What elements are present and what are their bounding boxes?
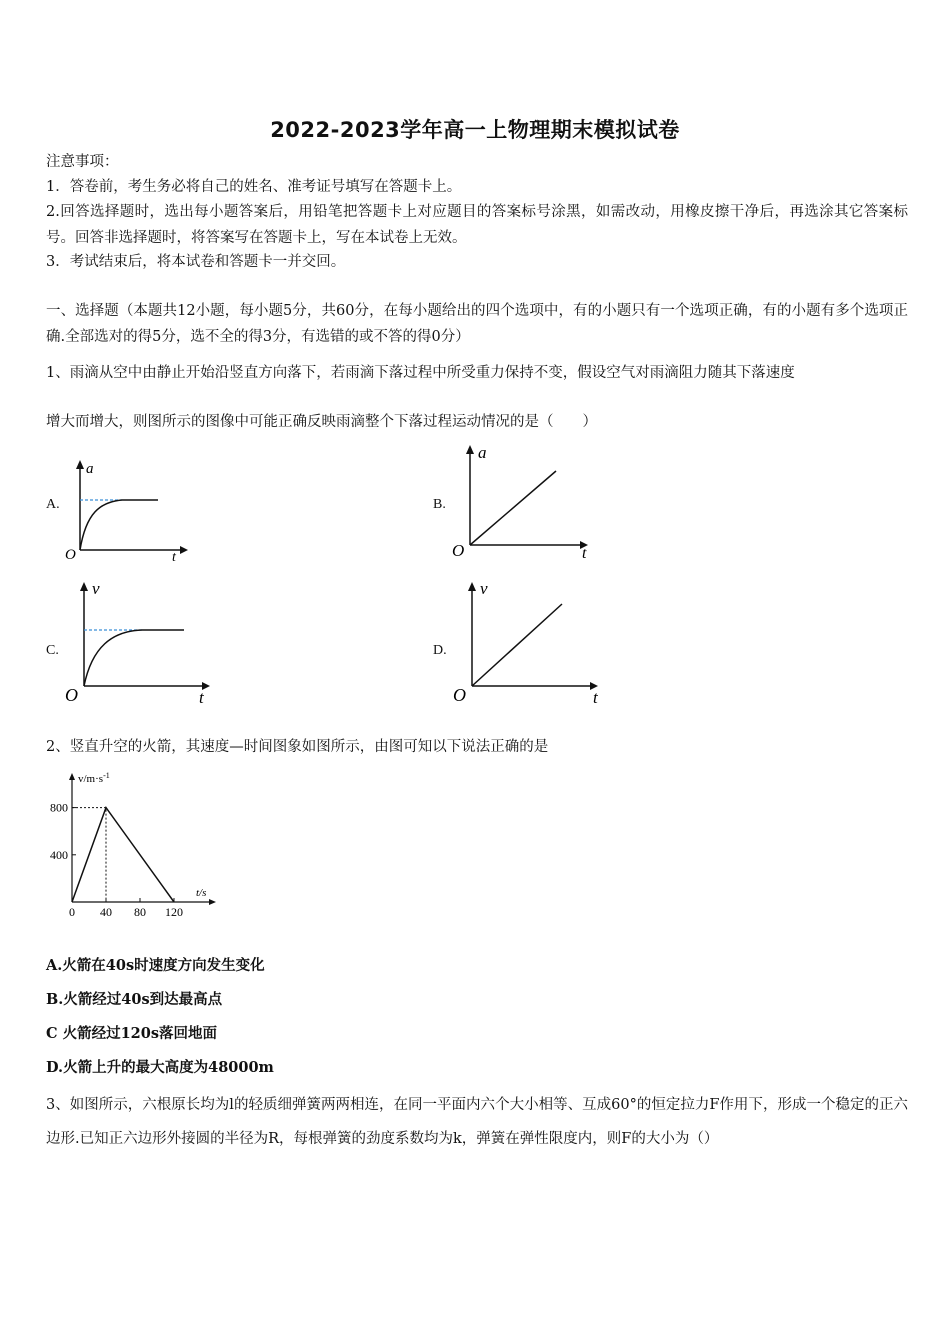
y-tick-label: 800 (50, 800, 68, 815)
a-axis-label: a (478, 443, 487, 462)
origin-label: O (453, 685, 466, 705)
x-tick-label: 0 (69, 905, 75, 919)
notice-item-2: 2.回答选择题时，选出每小题答案后，用铅笔把答题卡上对应题目的答案标号涂黑，如需改动，用橡皮擦干净后，再选涂其它答案标号。回答非选择题时，将答案写在答题卡上，写在本试卷上无效。 (46, 204, 908, 246)
q2-option-c: C 火箭经过120s落回地面 (46, 1025, 218, 1042)
origin-label: O (452, 541, 465, 560)
q2-option-d: D.火箭上升的最大高度为48000m (46, 1059, 274, 1076)
section-heading: 一、选择题（本题共12小题，每小题5分，共60分，在每小题给出的四个选项中，有的小题只有一个选项正确，有的小题有多个选项正确.全部选对的得5分，选不全的得3分，有选错的或不答的得0分） (46, 303, 908, 345)
q2-option-a: A.火箭在40s时速度方向发生变化 (46, 957, 265, 974)
q1-option-a-graph (60, 455, 190, 565)
notice-item-1: 1．答卷前，考生务必将自己的姓名、准考证号填写在答题卡上。 (46, 179, 462, 195)
page-title: 2022-2023学年高一上物理期末模拟试卷 (270, 118, 680, 142)
q1-option-c-graph (62, 575, 217, 710)
x-tick-label: 40 (100, 905, 112, 919)
t-axis-label: t (582, 545, 587, 562)
origin-label: O (65, 685, 78, 705)
q1-stem-line2: 增大而增大，则图所示的图像中可能正确反映雨滴整个下落过程运动情况的是（ ） (46, 414, 597, 430)
notice-heading: 注意事项： (46, 154, 119, 170)
q1-stem-line1: 1、雨滴从空中由静止开始沿竖直方向落下，若雨滴下落过程中所受重力保持不变，假设空气对雨滴阻力随其下落速度 (46, 365, 795, 381)
t-axis-label: t (199, 688, 204, 707)
x-tick-label: 80 (134, 905, 146, 919)
notice-item-3: 3．考试结束后，将本试卷和答题卡一并交回。 (46, 254, 346, 270)
x-axis-label: t/s (196, 887, 207, 899)
q3-stem: 3、如图所示，六根原长均为l的轻质细弹簧两两相连，在同一平面内六个大小相等、互成60°的恒定拉力F作用下，形成一个稳定的正六边形.已知正六边形外接圆的半径为R，每根弹簧的劲度系数均为k，弹簧在弹性限度内，则F的大小为（） (46, 1097, 908, 1147)
q1-option-d-label: D. (433, 643, 447, 658)
q1-option-b-graph (450, 440, 595, 565)
q2-stem: 2、竖直升空的火箭，其速度—时间图象如图所示，由图可知以下说法正确的是 (46, 739, 549, 755)
t-axis-label: t (172, 550, 176, 565)
q1-option-c-label: C. (46, 643, 59, 658)
a-axis-label: a (86, 461, 94, 477)
origin-label: O (65, 547, 76, 563)
x-tick-label: 120 (165, 905, 183, 919)
v-axis-label: v (92, 579, 100, 598)
velocity-line (72, 808, 174, 902)
v-axis-label: v (480, 579, 488, 598)
q1-option-a-label: A. (46, 497, 60, 512)
t-axis-label: t (593, 688, 598, 707)
q1-option-d-graph (450, 575, 610, 710)
y-axis-label: $v/m\cdot s^{-1}$ (78, 771, 110, 785)
y-tick-label: 400 (50, 847, 68, 862)
q1-option-b-label: B. (433, 497, 446, 512)
q2-option-b: B.火箭经过40s到达最高点 (46, 991, 223, 1008)
q2-vt-chart (40, 765, 230, 925)
